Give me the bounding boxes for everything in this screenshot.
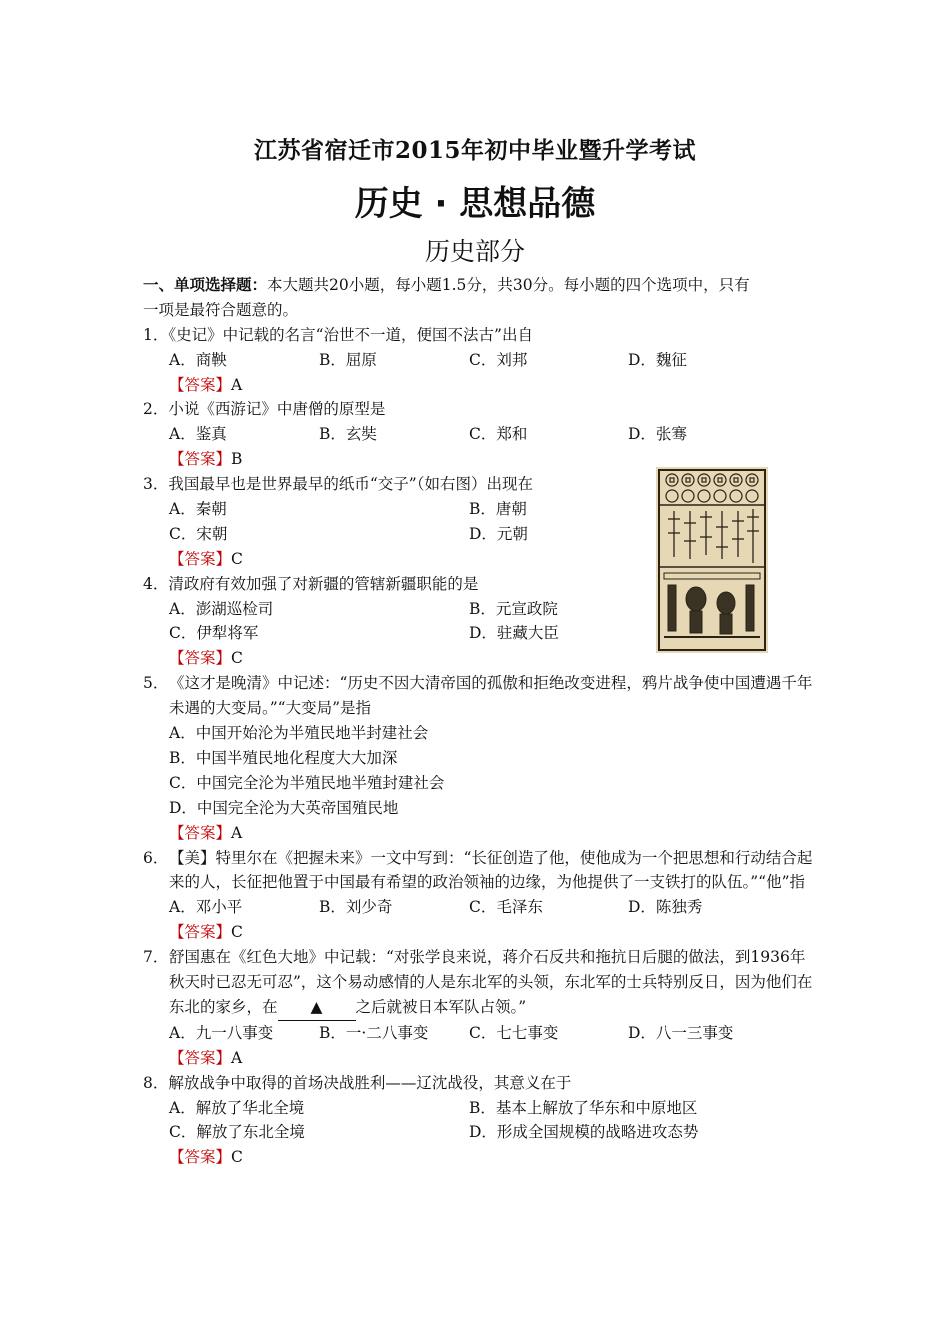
question-4: 4．清政府有效加强了对新疆的管辖新疆职能的是 [143, 574, 479, 593]
option: C．中国完全沦为半殖民地半殖封建社会 [169, 773, 445, 792]
exam-subject: 历史 · 思想品德 [354, 184, 596, 224]
option: B．一·二八事变 [319, 1023, 429, 1042]
options-7 [143, 1021, 813, 1046]
options-6 [143, 895, 813, 920]
option: B．中国半殖民地化程度大大加深 [169, 748, 398, 767]
option: B．屈原 [319, 350, 377, 369]
option: C．伊犁将军 [169, 624, 259, 643]
instructions-line1: 一、单项选择题：本大题共20小题，每小题1.5分，共30分。每小题的四个选项中，只有 [143, 275, 750, 294]
option: A．邓小平 [169, 898, 243, 917]
question-1: 1．《史记》中记载的名言“治世不一道，便国不法古”出自 [143, 325, 533, 344]
question-6: 6． 【美】特里尔在《把握未来》一文中写到：“长征创造了他，使他成为一个把思想和行动结合起来的人，长征把他置于中国最有希望的政治领袖的边缘，为他提供了一支铁打的队伍。”“他”指 [143, 848, 813, 892]
section-title: 历史部分 [424, 237, 525, 266]
options-2 [143, 422, 813, 447]
answer-7: 【答案】A [169, 1048, 243, 1067]
fill-blank: ▲ [278, 995, 356, 1021]
exam-body [143, 273, 813, 1170]
instructions-line2: 一项是最符合题意的。 [143, 300, 299, 319]
question-7: 7． 舒国惠在《红色大地》中记载：“对张学良来说，蒋介石反共和拖抗日后腿的做法，到1936年秋天时已忍无可忍”，这个易动感情的人是东北军的头领，东北军的士兵特别反日，因为他们在东北的家乡，在 ▲ 之后就被日本军队占领。” [143, 945, 813, 1021]
option: B．元宣政院 [469, 599, 558, 618]
option: B．玄奘 [319, 425, 377, 444]
option: A．秦朝 [169, 500, 227, 519]
question-2: 2．小说《西游记》中唐僧的原型是 [143, 400, 386, 419]
option: A．中国开始沦为半殖民地半封建社会 [169, 724, 429, 743]
option: C．宋朝 [169, 524, 228, 543]
option: A．鉴真 [169, 425, 227, 444]
options-1 [143, 348, 813, 373]
option: C．刘邦 [469, 350, 528, 369]
question-8: 8．解放战争中取得的首场决战胜利——辽沈战役，其意义在于 [143, 1073, 572, 1092]
option: D．陈独秀 [628, 898, 703, 917]
question-3: 3．我国最早也是世界最早的纸币“交子”（如右图）出现在 [143, 475, 533, 494]
options-4b [143, 621, 813, 646]
answer-3: 【答案】C [169, 549, 243, 568]
option: C．解放了东北全境 [169, 1123, 305, 1142]
option: A．澎湖巡检司 [169, 599, 274, 618]
option: D．驻藏大臣 [469, 624, 559, 643]
option: A．解放了华北全境 [169, 1098, 305, 1117]
options-8a [143, 1096, 813, 1121]
answer-6: 【答案】C [169, 923, 243, 942]
option: D．魏征 [628, 350, 687, 369]
answer-4: 【答案】C [169, 649, 243, 668]
exam-title: 江苏省宿迁市2015年初中毕业暨升学考试 [253, 137, 696, 164]
option: B．基本上解放了华东和中原地区 [469, 1098, 698, 1117]
answer-5: 【答案】A [169, 823, 243, 842]
option: C．毛泽东 [469, 898, 543, 917]
answer-2: 【答案】B [169, 450, 243, 469]
option: A．九一八事变 [169, 1023, 274, 1042]
question-5: 5． 《这才是晚清》中记述：“历史不因大清帝国的孤傲和拒绝改变进程，鸦片战争使中国遭遇千年未遇的大变局。”“大变局”是指 [143, 674, 813, 718]
instructions-label: 一、单项选择题： [143, 275, 268, 294]
option: C．郑和 [469, 425, 528, 444]
option: D．张骞 [628, 425, 687, 444]
answer-8: 【答案】C [169, 1148, 243, 1167]
option: B．刘少奇 [319, 898, 393, 917]
option: D．八一三事变 [628, 1023, 734, 1042]
option: B．唐朝 [469, 500, 527, 519]
options-8b [143, 1120, 813, 1145]
option: D．形成全国规模的战略进攻态势 [469, 1123, 699, 1142]
option: A．商鞅 [169, 350, 227, 369]
option: D．元朝 [469, 524, 528, 543]
options-3a [143, 497, 813, 522]
options-4a [143, 597, 813, 622]
option: D．中国完全沦为大英帝国殖民地 [169, 798, 399, 817]
options-3b [143, 522, 813, 547]
answer-1: 【答案】A [169, 375, 243, 394]
option: C．七七事变 [469, 1023, 559, 1042]
